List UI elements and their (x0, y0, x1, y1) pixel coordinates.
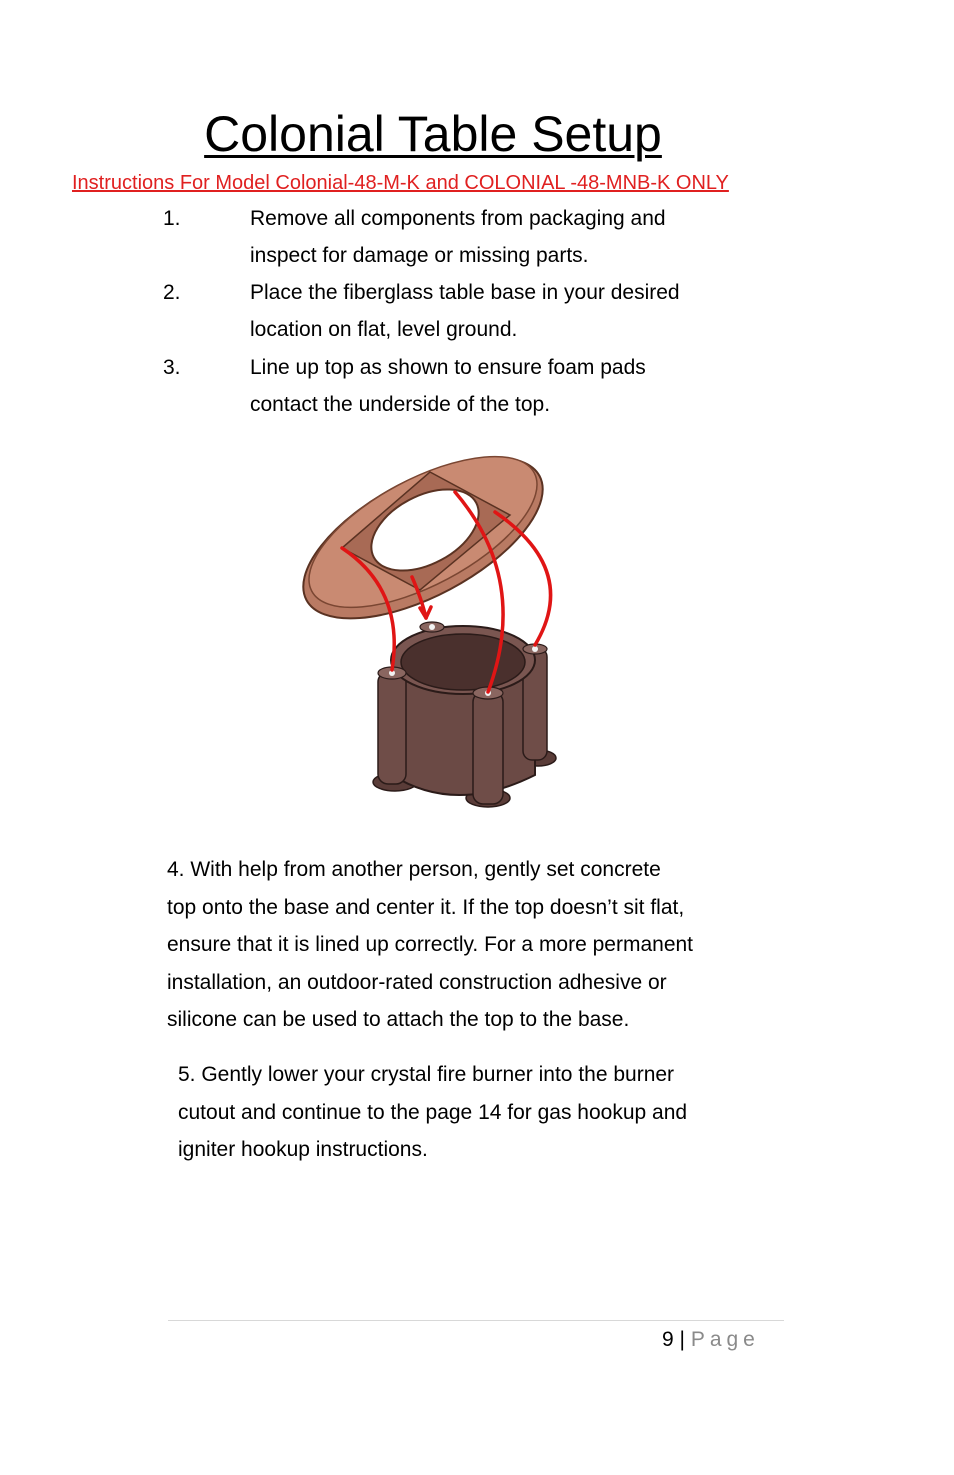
step-text-line: Remove all components from packaging and (250, 207, 666, 230)
step-text-line: contact the underside of the top. (250, 393, 551, 416)
page-label: Page (690, 1328, 760, 1351)
table-top-graphic (280, 430, 567, 651)
step-text-line: inspect for damage or missing parts. (250, 244, 589, 267)
paragraph-line: 5. Gently lower your crystal fire burner into the burner (178, 1063, 675, 1086)
step-text (250, 200, 770, 274)
footer-divider (168, 1320, 784, 1321)
step-5-paragraph (178, 1056, 687, 1169)
page-title: Colonial Table Setup (204, 106, 662, 162)
paragraph-line: cutout and continue to the page 14 for gas hookup and (178, 1100, 688, 1124)
table-assembly-illustration (280, 430, 580, 830)
step-4-paragraph (167, 851, 693, 1039)
page-number: 9 | (662, 1328, 685, 1351)
page-footer (662, 1325, 760, 1355)
step-text-line: Place the fiberglass table base in your desired (250, 281, 680, 304)
paragraph-line: installation, an outdoor-rated construction adhesive or (167, 970, 667, 994)
step-number: 3. (163, 356, 181, 379)
step-number: 2. (163, 281, 181, 304)
step-number: 1. (163, 207, 181, 230)
model-note: Instructions For Model Colonial-48-M-K and COLONIAL -48-MNB-K ONLY (72, 172, 729, 194)
step-text-line: Line up top as shown to ensure foam pads (250, 356, 646, 379)
paragraph-line: ensure that it is lined up correctly. For a more permanent (167, 933, 694, 956)
paragraph-line: silicone can be used to attach the top to the base. (167, 1008, 630, 1031)
paragraph-line: igniter hookup instructions. (178, 1138, 428, 1161)
step-text (250, 349, 770, 423)
step-text-line: location on flat, level ground. (250, 318, 518, 341)
table-base-graphic (373, 622, 556, 807)
step-text (250, 274, 770, 348)
paragraph-line: top onto the base and center it. If the top doesn’t sit flat, (167, 895, 685, 919)
paragraph-line: 4. With help from another person, gently set concrete (167, 858, 661, 881)
